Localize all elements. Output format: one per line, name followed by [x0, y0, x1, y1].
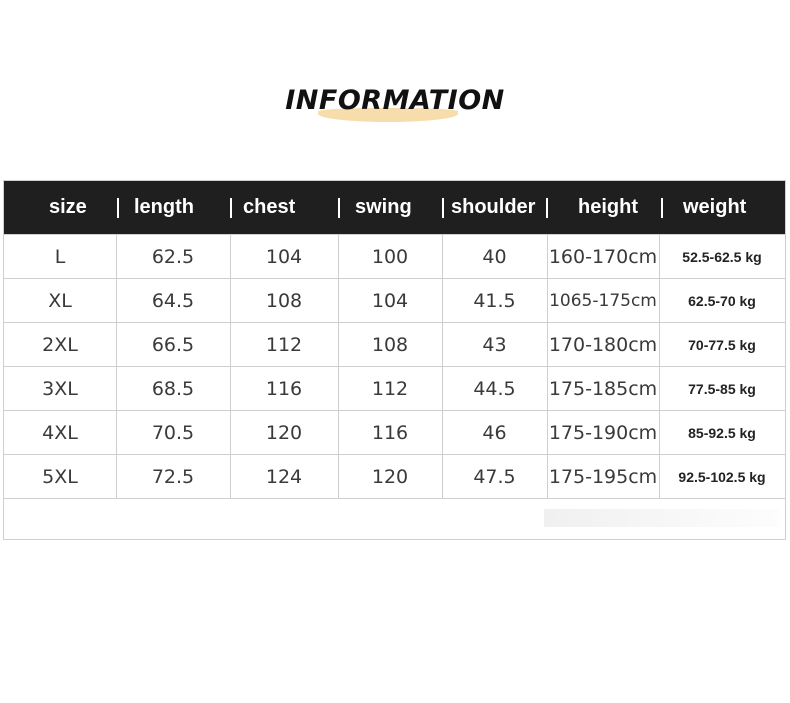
- cell-size: XL: [48, 290, 72, 312]
- table-row: [4, 322, 785, 366]
- table-row: [4, 454, 785, 498]
- cell-length: 64.5: [151, 290, 195, 312]
- cell-weight: 92.5-102.5 kg: [678, 469, 766, 485]
- table-row: [4, 278, 785, 322]
- cell-chest: 112: [265, 334, 303, 356]
- header-weight: weight: [683, 196, 747, 218]
- cell-weight: 77.5-85 kg: [688, 381, 756, 397]
- cell-height: 175-195cm: [548, 466, 658, 488]
- cell-height: 160-170cm: [548, 246, 658, 268]
- header-chest: chest: [243, 196, 296, 218]
- cell-weight: 70-77.5 kg: [688, 337, 756, 353]
- cell-height: 1065-175cm: [549, 291, 657, 311]
- header-swing: swing: [355, 196, 412, 218]
- header-separator: [661, 198, 663, 218]
- cell-height: 175-185cm: [548, 378, 658, 400]
- cell-size: 4XL: [42, 422, 78, 444]
- header-separator: [117, 198, 119, 218]
- header-separator: [338, 198, 340, 218]
- cell-shoulder: 40: [482, 246, 507, 268]
- cell-chest: 124: [265, 466, 303, 488]
- cell-swing: 120: [371, 466, 409, 488]
- cell-swing: 108: [371, 334, 409, 356]
- cell-length: 68.5: [151, 378, 195, 400]
- header-size: size: [49, 196, 87, 218]
- size-chart-table: [3, 180, 786, 540]
- table-row: [4, 366, 785, 410]
- cell-size: 3XL: [42, 378, 78, 400]
- cell-shoulder: 43: [482, 334, 507, 356]
- cell-weight: 62.5-70 kg: [688, 293, 756, 309]
- cell-swing: 100: [371, 246, 409, 268]
- cell-swing: 112: [371, 378, 409, 400]
- table-row: [4, 234, 785, 278]
- cell-length: 70.5: [151, 422, 195, 444]
- cell-chest: 108: [265, 290, 303, 312]
- cell-size: 2XL: [42, 334, 78, 356]
- cell-weight: 52.5-62.5 kg: [682, 249, 762, 265]
- header-separator: [230, 198, 232, 218]
- page-title: INFORMATION: [285, 85, 505, 116]
- cell-chest: 116: [265, 378, 303, 400]
- table-row: [4, 410, 785, 454]
- header-separator: [442, 198, 444, 218]
- cell-length: 62.5: [151, 246, 195, 268]
- cell-weight: 85-92.5 kg: [688, 425, 756, 441]
- cell-shoulder: 44.5: [473, 378, 516, 400]
- header-height: height: [578, 196, 638, 218]
- table-header: [4, 181, 785, 234]
- cell-swing: 104: [371, 290, 409, 312]
- header-separator: [546, 198, 548, 218]
- header-length: length: [134, 196, 194, 218]
- cell-swing: 116: [371, 422, 409, 444]
- cell-size: L: [54, 246, 66, 268]
- header-shoulder: shoulder: [451, 196, 536, 218]
- cell-length: 72.5: [151, 466, 195, 488]
- cell-height: 170-180cm: [548, 334, 658, 356]
- cell-height: 175-190cm: [548, 422, 658, 444]
- table-footer-row: [4, 498, 785, 539]
- cell-shoulder: 41.5: [473, 290, 516, 312]
- cell-shoulder: 47.5: [473, 466, 516, 488]
- cell-shoulder: 46: [482, 422, 507, 444]
- cell-length: 66.5: [151, 334, 195, 356]
- faded-watermark: [544, 509, 780, 527]
- cell-size: 5XL: [42, 466, 78, 488]
- cell-chest: 104: [265, 246, 303, 268]
- cell-chest: 120: [265, 422, 303, 444]
